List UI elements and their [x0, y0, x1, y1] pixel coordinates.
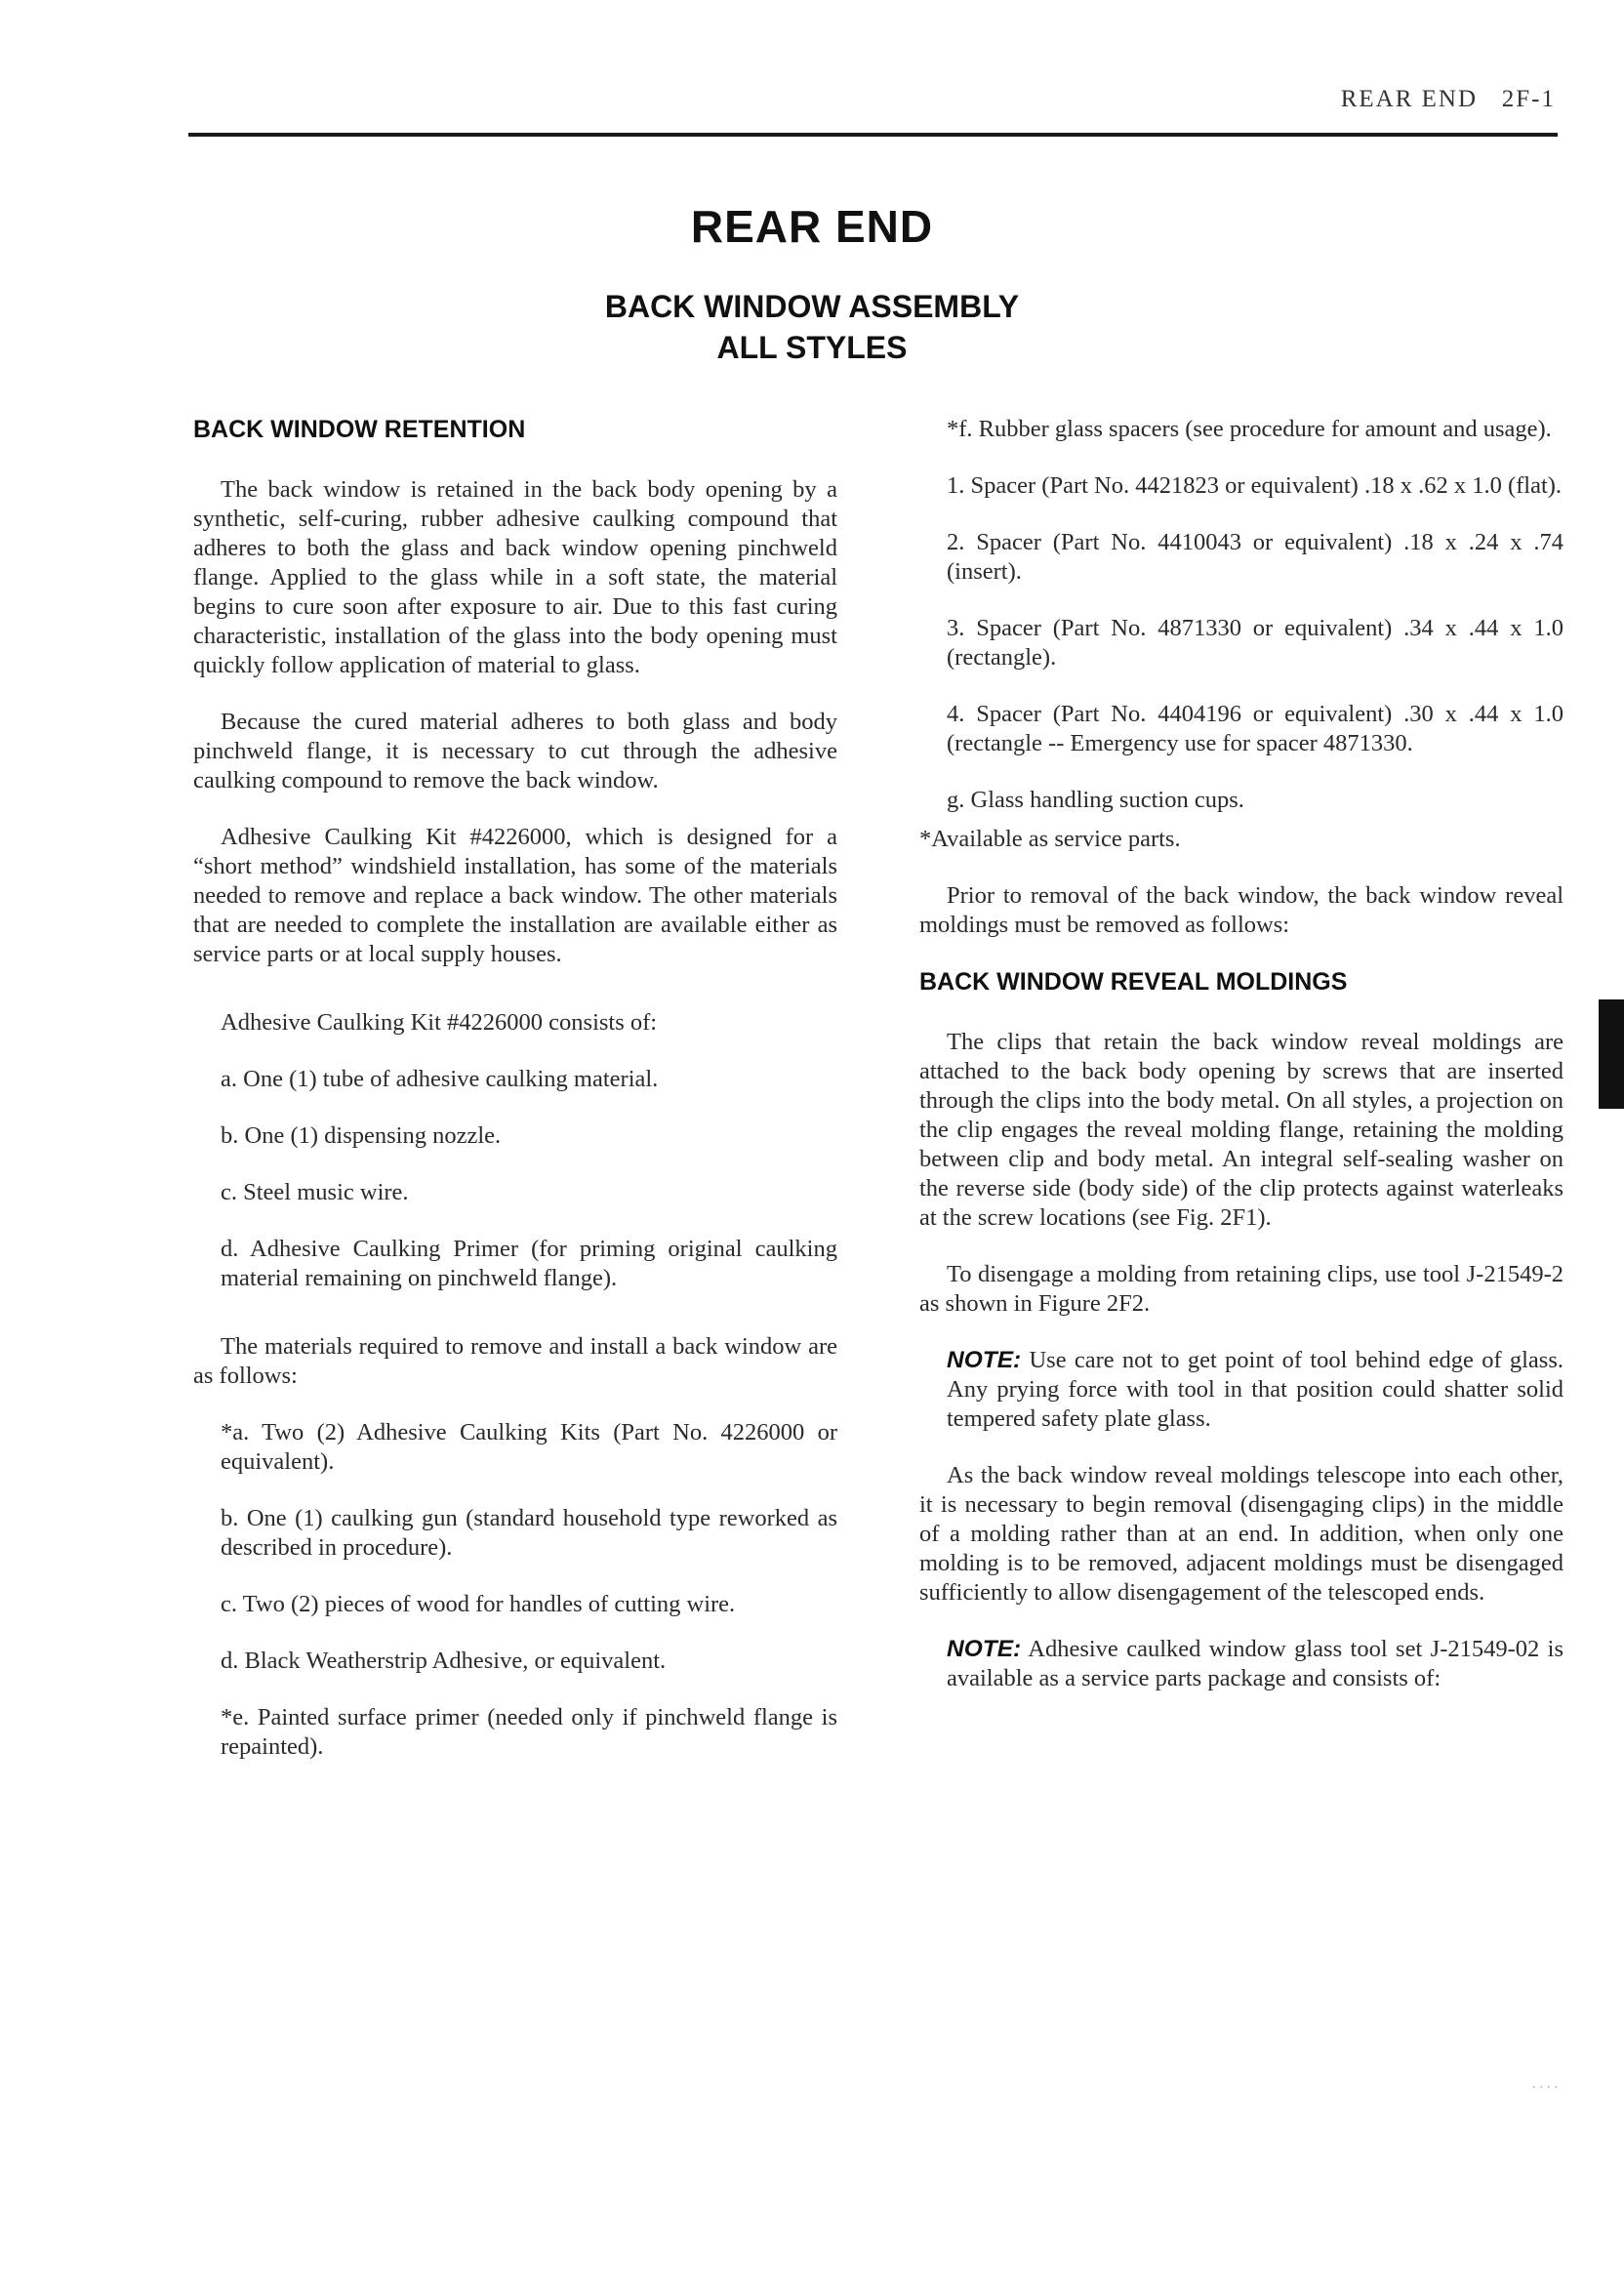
paragraph: The clips that retain the back window reveal moldings are attached to the back body opening by screws that are inserted through the clips into the body metal. On all styles, a projection on the clip engages the reveal molding flange, retaining the molding between clip and body metal. An integral self-sealing washer on the reverse side (body side) of the clip protects against waterleaks at the screw locations (see Fig. 2F1). — [919, 1029, 1563, 1231]
section-tab-marker — [1599, 999, 1624, 1109]
right-column — [919, 415, 1563, 1721]
paragraph: The back window is retained in the back body opening by a synthetic, self-curing, rubber adhesive caulking compound that adheres to both the glass and back window opening pinchweld flange. Applied to the glass while in a soft state, the material begins to cure soon after exposure to air. Due to this fast curing characteristic, installation of the glass into the body opening must quickly follow application of material to glass. — [193, 476, 837, 678]
note-text: Use care not to get point of tool behind edge of glass. Any prying force with tool in that position could shatter solid tempered safety plate glass. — [947, 1347, 1563, 1432]
spacer-item: 3. Spacer (Part No. 4871330 or equivalent) .34 x .44 x 1.0 (rectangle). — [947, 615, 1563, 671]
kit-item: d. Adhesive Caulking Primer (for priming original caulking material remaining on pinchweld flange). — [221, 1236, 837, 1291]
paragraph: As the back window reveal moldings telescope into each other, it is necessary to begin removal (disengaging clips) in the middle of a molding rather than at an end. In addition, when only one molding is to be removed, adjacent moldings must be disengaged sufficiently to allow disengagement of the telescoped ends. — [919, 1462, 1563, 1606]
required-intro: The materials required to remove and install a back window are as follows: — [193, 1333, 837, 1389]
required-item: c. Two (2) pieces of wood for handles of cutting wire. — [221, 1591, 736, 1617]
required-item: *a. Two (2) Adhesive Caulking Kits (Part No. 4226000 or equivalent). — [221, 1419, 837, 1475]
running-header — [1341, 86, 1556, 113]
kit-item: c. Steel music wire. — [221, 1179, 409, 1205]
header-rule — [188, 133, 1558, 137]
header-section: REAR END — [1340, 86, 1479, 112]
paragraph: Because the cured material adheres to both glass and body pinchweld flange, it is necessary to cut through the adhesive caulking compound to remove the back window. — [193, 709, 837, 794]
subtitle-line-2: ALL STYLES — [716, 330, 908, 365]
note-label: NOTE: — [947, 1347, 1022, 1373]
spacer-item: 2. Spacer (Part No. 4410043 or equivalent) .18 x .24 x .74 (insert). — [947, 529, 1563, 585]
kit-item: b. One (1) dispensing nozzle. — [221, 1122, 502, 1149]
item-g: g. Glass handling suction cups. — [947, 787, 1244, 813]
footer-dots: .... — [1532, 2077, 1562, 2092]
paragraph: To disengage a molding from retaining clips, use tool J-21549-2 as shown in Figure 2F2. — [919, 1261, 1563, 1317]
note-label: NOTE: — [947, 1636, 1022, 1662]
note-paragraph — [919, 1635, 1563, 1693]
item-f: *f. Rubber glass spacers (see procedure for amount and usage). — [947, 416, 1552, 442]
spacer-item: 1. Spacer (Part No. 4421823 or equivalent) .18 x .62 x 1.0 (flat). — [947, 472, 1563, 499]
kit-intro: Adhesive Caulking Kit #4226000 consists of: — [221, 1009, 658, 1036]
required-item: *e. Painted surface primer (needed only if pinchweld flange is repainted). — [221, 1704, 837, 1760]
required-item: b. One (1) caulking gun (standard household type reworked as described in procedure). — [221, 1505, 837, 1561]
page-title: REAR END — [690, 201, 934, 252]
section-heading-reveal-moldings: BACK WINDOW REVEAL MOLDINGS — [919, 968, 1348, 996]
paragraph: Adhesive Caulking Kit #4226000, which is designed for a “short method” windshield installation, has some of the materials needed to remove and replace a back window. The other materials that are needed to complete the installation are available either as service parts or at local supply houses. — [193, 824, 837, 967]
paragraph: Prior to removal of the back window, the back window reveal moldings must be removed as follows: — [919, 882, 1563, 938]
section-heading-retention: BACK WINDOW RETENTION — [193, 416, 526, 443]
spacer-item: 4. Spacer (Part No. 4404196 or equivalent) .30 x .44 x 1.0 (rectangle -- Emergency use for spacer 4871330. — [947, 701, 1563, 756]
header-page-number: 2F-1 — [1501, 86, 1556, 112]
service-parts-note: *Available as service parts. — [919, 826, 1181, 852]
subtitle-line-1: BACK WINDOW ASSEMBLY — [604, 289, 1020, 324]
kit-item: a. One (1) tube of adhesive caulking material. — [221, 1066, 659, 1092]
page-subtitle — [0, 286, 1624, 368]
note-paragraph — [919, 1346, 1563, 1434]
required-item: d. Black Weatherstrip Adhesive, or equivalent. — [221, 1648, 667, 1674]
note-text: Adhesive caulked window glass tool set J-21549-02 is available as a service parts package and consists of: — [947, 1636, 1563, 1691]
left-column — [193, 415, 837, 1789]
